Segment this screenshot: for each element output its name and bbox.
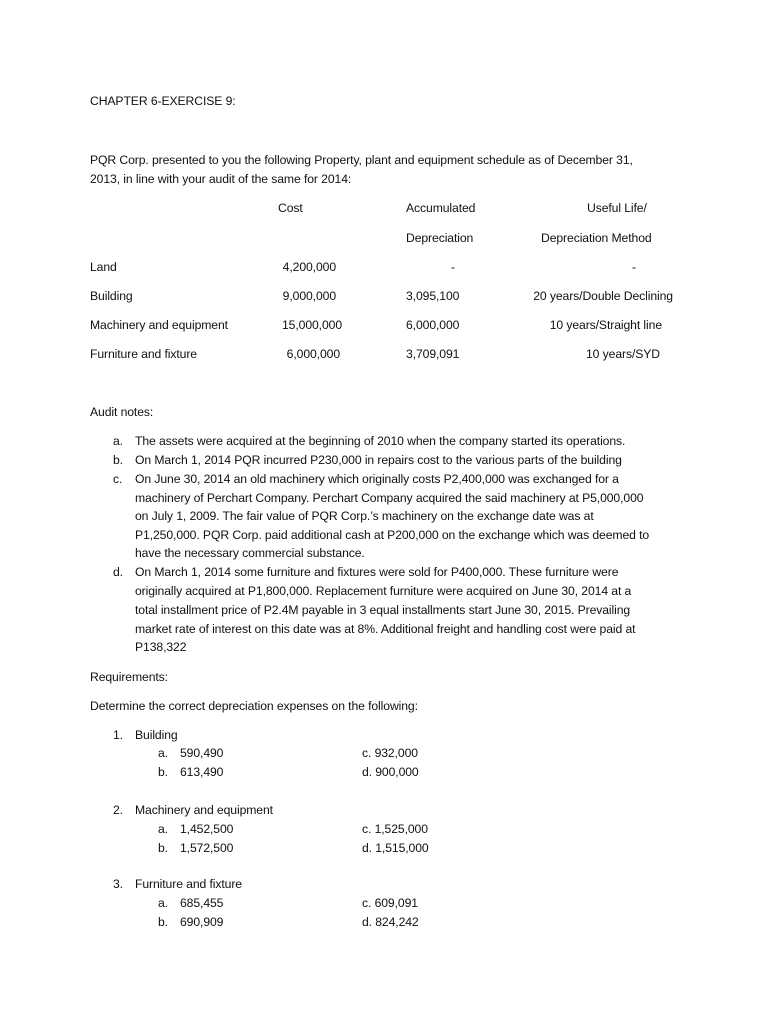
question-2-option-b: 1,572,500 [180, 841, 234, 855]
question-3-option-a: 685,455 [180, 896, 224, 910]
header-depreciation-method: Depreciation Method [541, 231, 652, 245]
question-1-option-b-marker: b. [158, 765, 168, 779]
question-2-number: 2. [113, 803, 123, 817]
row-furniture-method: 10 years/SYD [586, 347, 660, 361]
question-1-option-a: 590,490 [180, 746, 224, 760]
row-furniture-label: Furniture and fixture [90, 347, 197, 361]
note-d-line-5: P138,322 [135, 640, 187, 654]
question-1-option-b: 613,490 [180, 765, 224, 779]
note-b-line-1: On March 1, 2014 PQR incurred P230,000 in repairs cost to the various parts of the building [135, 453, 622, 467]
note-c-line-2: machinery of Perchart Company. Perchart Company acquired the said machinery at P5,000,000 [135, 491, 644, 505]
question-1-label: Building [135, 728, 178, 742]
question-3-option-b: 690,909 [180, 915, 224, 929]
question-2-option-a-marker: a. [158, 822, 168, 836]
page-title: CHAPTER 6-EXERCISE 9: [90, 94, 236, 108]
question-2-label: Machinery and equipment [135, 803, 273, 817]
row-land-label: Land [90, 260, 117, 274]
question-3-label: Furniture and fixture [135, 877, 242, 891]
note-c-line-1: On June 30, 2014 an old machinery which originally costs P2,400,000 was exchanged for a [135, 472, 619, 486]
intro-line-2: 2013, in line with your audit of the same for 2014: [90, 172, 352, 186]
note-a-marker: a. [113, 434, 123, 448]
header-cost: Cost [278, 201, 303, 215]
question-3-number: 3. [113, 877, 123, 891]
question-2-option-a: 1,452,500 [180, 822, 234, 836]
question-3-option-b-marker: b. [158, 915, 168, 929]
row-machinery-method: 10 years/Straight line [549, 318, 662, 332]
note-a-line-1: The assets were acquired at the beginning of 2010 when the company started its operations. [135, 434, 626, 448]
intro-line-1: PQR Corp. presented to you the following Property, plant and equipment schedule as of December 31, [90, 153, 633, 167]
question-1-option-d: d. 900,000 [362, 765, 419, 779]
note-d-marker: d. [113, 565, 123, 579]
row-machinery-cost: 15,000,000 [282, 318, 342, 332]
note-d-line-2: originally acquired at P1,800,000. Replacement furniture were acquired on June 30, 2014 at a [135, 584, 632, 598]
requirements-instruction: Determine the correct depreciation expenses on the following: [90, 699, 418, 713]
question-1-option-a-marker: a. [158, 746, 168, 760]
note-c-line-4: P1,250,000. PQR Corp. paid additional cash at P200,000 on the exchange which was deemed to [135, 528, 650, 542]
note-c-line-3: on July 1, 2009. The fair value of PQR Corp.’s machinery on the exchange date was at [135, 509, 594, 523]
note-c-marker: c. [113, 472, 123, 486]
question-2-option-d: d. 1,515,000 [362, 841, 429, 855]
question-2-option-c: c. 1,525,000 [362, 822, 428, 836]
row-machinery-accum: 6,000,000 [406, 318, 460, 332]
header-useful-life: Useful Life/ [587, 201, 647, 215]
question-1-option-c: c. 932,000 [362, 746, 418, 760]
note-d-line-4: market rate of interest on this date was at 8%. Additional freight and handling cost were paid at [135, 622, 636, 636]
note-b-marker: b. [113, 453, 123, 467]
header-accumulated: Accumulated [406, 201, 476, 215]
row-land-cost: 4,200,000 [282, 260, 336, 274]
question-3-option-c: c. 609,091 [362, 896, 418, 910]
note-d-line-1: On March 1, 2014 some furniture and fixtures were sold for P400,000. These furniture were [135, 565, 619, 579]
requirements-heading: Requirements: [90, 670, 168, 684]
note-d-line-3: total installment price of P2.4M payable in 3 equal installments start June 30, 2015. Prevailing [135, 603, 631, 617]
audit-notes-heading: Audit notes: [90, 405, 154, 419]
row-furniture-cost: 6,000,000 [286, 347, 340, 361]
question-3-option-d: d. 824,242 [362, 915, 419, 929]
question-2-option-b-marker: b. [158, 841, 168, 855]
row-furniture-accum: 3,709,091 [406, 347, 460, 361]
row-machinery-label: Machinery and equipment [90, 318, 228, 332]
question-3-option-a-marker: a. [158, 896, 168, 910]
row-land-accum: - [451, 260, 455, 274]
row-land-method: - [632, 260, 636, 274]
header-depreciation: Depreciation [406, 231, 474, 245]
note-c-line-5: have the necessary commercial substance. [135, 546, 365, 560]
question-1-number: 1. [113, 728, 123, 742]
row-building-cost: 9,000,000 [282, 289, 336, 303]
row-building-method: 20 years/Double Declining [533, 289, 673, 303]
row-building-accum: 3,095,100 [406, 289, 460, 303]
row-building-label: Building [90, 289, 133, 303]
